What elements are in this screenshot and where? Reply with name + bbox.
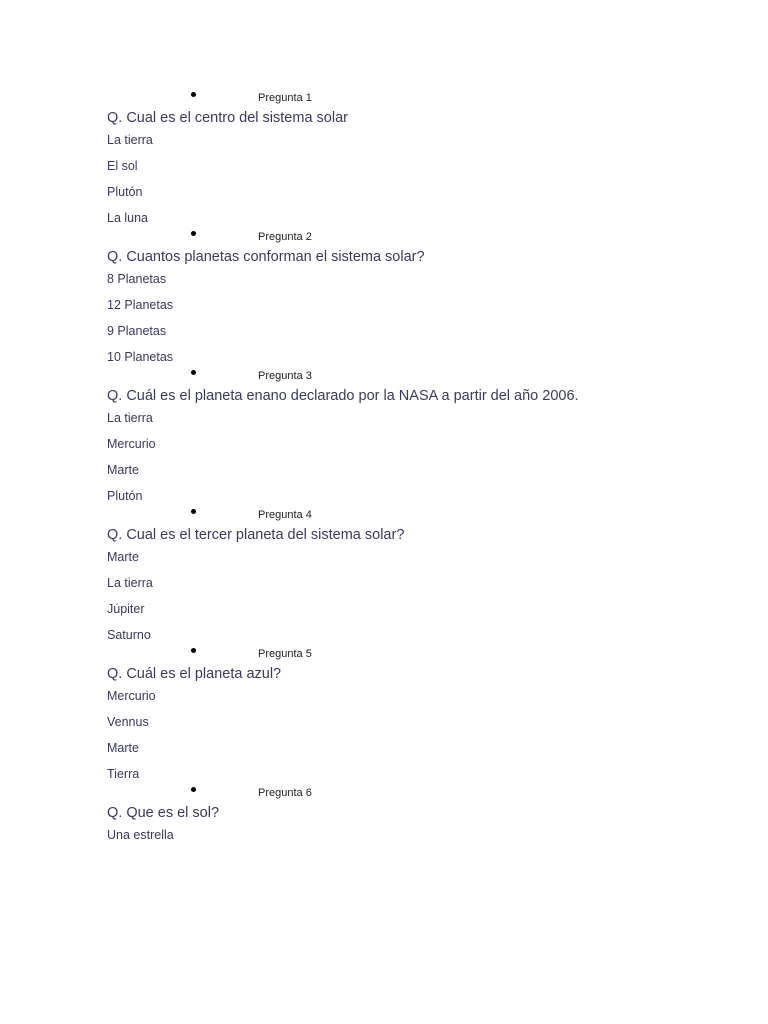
option-item[interactable]: Marte: [107, 550, 139, 564]
option-list: [107, 410, 768, 506]
option-item[interactable]: Una estrella: [107, 828, 174, 842]
option-item[interactable]: 8 Planetas: [107, 272, 167, 286]
bullet-icon: [191, 92, 196, 97]
option-item[interactable]: Plutón: [107, 185, 143, 199]
question-text: Q. Cual es el centro del sistema solar: [107, 110, 348, 126]
question-2: [0, 228, 768, 367]
question-5: [0, 645, 768, 784]
question-header: [107, 89, 768, 108]
question-text: Q. Cuál es el planeta azul?: [107, 666, 282, 682]
option-list: [107, 688, 768, 784]
question-label: Pregunta 1: [258, 92, 312, 104]
option-item[interactable]: Júpiter: [107, 602, 145, 616]
option-item[interactable]: Plutón: [107, 489, 143, 503]
question-header: [107, 506, 768, 525]
option-item[interactable]: Saturno: [107, 628, 151, 642]
option-item[interactable]: Mercurio: [107, 437, 156, 451]
bullet-icon: [191, 787, 196, 792]
option-item[interactable]: 12 Planetas: [107, 298, 174, 312]
option-item[interactable]: La tierra: [107, 411, 153, 425]
bullet-icon: [191, 648, 196, 653]
option-item[interactable]: La luna: [107, 211, 149, 225]
question-header: [107, 784, 768, 803]
question-text: Q. Cuantos planetas conforman el sistema solar?: [107, 249, 425, 265]
option-list: [107, 132, 768, 228]
option-item[interactable]: 9 Planetas: [107, 324, 167, 338]
question-label: Pregunta 3: [258, 370, 312, 382]
option-item[interactable]: Vennus: [107, 715, 149, 729]
question-label: Pregunta 5: [258, 648, 312, 660]
question-6: [0, 784, 768, 845]
question-text: Q. Que es el sol?: [107, 805, 220, 821]
option-item[interactable]: Marte: [107, 463, 139, 477]
question-4: [0, 506, 768, 645]
bullet-icon: [191, 509, 196, 514]
option-item[interactable]: Mercurio: [107, 689, 156, 703]
question-text: Q. Cuál es el planeta enano declarado por la NASA a partir del año 2006.: [107, 388, 579, 404]
option-item[interactable]: El sol: [107, 159, 138, 173]
question-label: Pregunta 2: [258, 231, 312, 243]
option-item[interactable]: Tierra: [107, 767, 140, 781]
option-list: [107, 271, 768, 367]
option-list: [107, 549, 768, 645]
question-3: [0, 367, 768, 506]
question-header: [107, 645, 768, 664]
question-header: [107, 367, 768, 386]
option-item[interactable]: La tierra: [107, 133, 153, 147]
quiz-list: [0, 89, 768, 845]
option-item[interactable]: Marte: [107, 741, 139, 755]
question-label: Pregunta 4: [258, 509, 312, 521]
option-item[interactable]: La tierra: [107, 576, 153, 590]
question-label: Pregunta 6: [258, 787, 312, 799]
question-1: [0, 89, 768, 228]
bullet-icon: [191, 370, 196, 375]
option-list: [107, 827, 768, 845]
bullet-icon: [191, 231, 196, 236]
question-text: Q. Cual es el tercer planeta del sistema solar?: [107, 527, 405, 543]
question-header: [107, 228, 768, 247]
option-item[interactable]: 10 Planetas: [107, 350, 174, 364]
